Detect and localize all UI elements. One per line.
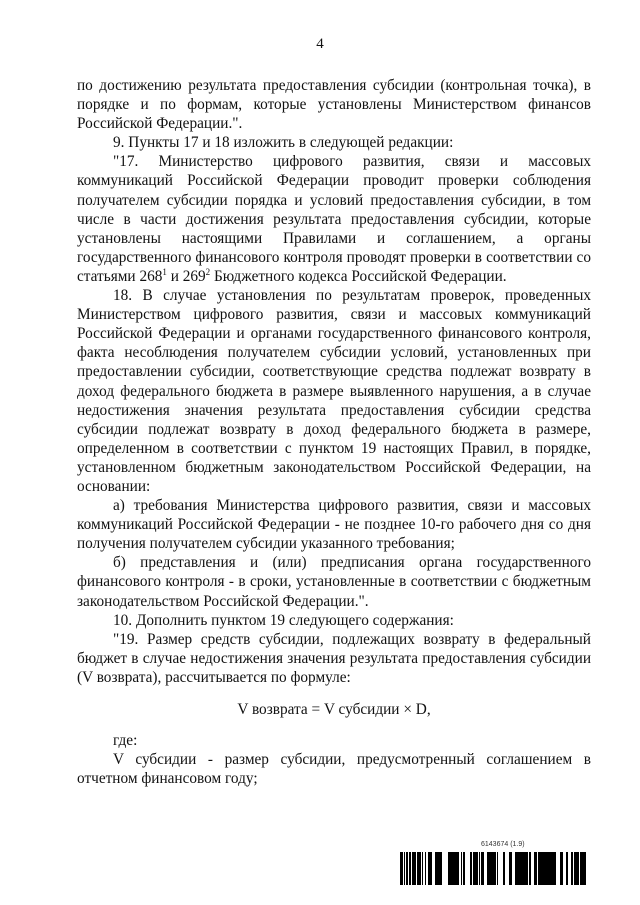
paragraph: где: (113, 732, 138, 750)
barcode-bar (543, 852, 545, 885)
barcode-bar (497, 852, 498, 885)
barcode-bar (493, 852, 494, 885)
barcode-bar (470, 852, 471, 885)
barcode-bar (409, 852, 410, 885)
barcode-bar (548, 852, 549, 885)
barcode-bar (562, 852, 563, 885)
barcode-bar (571, 852, 573, 885)
barcode-bar (549, 852, 552, 885)
barcode-bar (530, 852, 531, 885)
barcode-bar (540, 852, 541, 885)
barcode (400, 841, 588, 887)
barcode-bar (578, 852, 579, 885)
barcode-bar (560, 852, 562, 885)
barcode-bar (458, 852, 459, 885)
barcode-bar (437, 852, 439, 885)
barcode-number: 6143674 (1.9) (481, 841, 525, 848)
barcode-bar (456, 852, 458, 885)
barcode-bar (402, 852, 403, 885)
barcode-bar (440, 852, 442, 885)
paragraph-text: "17. Министерство цифрового развития, связи и массовых коммуникаций Российской Федерации проводит проверки соблюдения получателем субсидии порядка и условий предоставления субсидии, в том числе в части достижения результата предоставления субсидии, которые установлены настоящими Правилами и соглашением, а органы государственного финансового контроля проводят проверки в соответствии со статьями 268 (77, 153, 591, 285)
barcode-bar (487, 852, 490, 885)
barcode-bar (430, 852, 431, 885)
barcode-bar (539, 852, 540, 885)
barcode-bar (439, 852, 440, 885)
barcode-bar (522, 852, 525, 885)
barcode-bar (525, 852, 527, 885)
barcode-bar (461, 852, 462, 885)
barcode-bar (406, 852, 408, 885)
barcode-bar (475, 852, 476, 885)
barcode-bar (452, 852, 453, 885)
paragraph: 10. Дополнить пунктом 19 следующего содержания: (113, 611, 454, 629)
barcode-bar (503, 852, 505, 885)
barcode-bar (477, 852, 478, 885)
barcode-bar (404, 852, 405, 885)
paragraph-text: и 269 (166, 267, 206, 285)
barcode-bar (417, 852, 418, 885)
barcode-bar (490, 852, 491, 885)
barcode-bar (577, 852, 578, 885)
barcode-bar (412, 852, 414, 885)
barcode-bar (515, 852, 518, 885)
paragraph: по достижению результата предоставления субсидии (контрольная точка), в порядке и по формам, которые установлены Министерством финансов Российской Федерации.". (77, 77, 591, 133)
barcode-bar (567, 852, 568, 885)
barcode-bar (451, 852, 452, 885)
barcode-bar (554, 852, 556, 885)
barcode-bar (453, 852, 456, 885)
paragraph-item-a: а) требования Министерства цифрового развития, связи и массовых коммуникаций Российской Федерации - не позднее 10-го рабочего дня со дня получения получателем субсидии указанного требования; (77, 497, 591, 553)
barcode-bar (534, 852, 535, 885)
barcode-bar (495, 852, 496, 885)
barcode-bar (552, 852, 553, 885)
barcode-bar (400, 852, 401, 885)
barcode-bar (583, 852, 585, 885)
barcode-image (400, 852, 588, 885)
barcode-bar (463, 852, 465, 885)
barcode-bar (541, 852, 542, 885)
barcode-bar (509, 852, 512, 885)
barcode-bar (420, 852, 421, 885)
paragraph-18: 18. В случае установления по результатам проверок, проведенных Министерством цифрового развития, связи и массовых коммуникаций Российской Федерации и органами государственного финансового контроля, факта несоблюдения получателем субсидии условий, установленных при предоставлении субсидии, соответствующие средства подлежат возврату в доход федерального бюджета в размере выявленного нарушения, а в случае недостижения значения результата предоставления субсидии средства субсидии подлежат возврату в доход федерального бюджета в размере, определенном в соответствии с пунктом 19 настоящих Правил, в порядке, установленном бюджетным законодательством Российской Федерации, на основании: (77, 287, 591, 495)
barcode-bar (494, 852, 495, 885)
barcode-bar (435, 852, 436, 885)
barcode-bar (527, 852, 528, 885)
paragraph: 9. Пункты 17 и 18 изложить в следующей редакции: (113, 134, 454, 152)
paragraph-item-b: б) представления и (или) предписания органа государственного финансового контроля - в сроки, установленные в соответствии с бюджетным законодательством Российской Федерации.". (77, 554, 591, 610)
paragraph: V субсидии - размер субсидии, предусмотренный соглашением в отчетном финансовом году; (77, 751, 591, 788)
barcode-bar (428, 852, 430, 885)
barcode-bar (518, 852, 521, 885)
barcode-bar (422, 852, 423, 885)
barcode-bar (566, 852, 567, 885)
barcode-bar (553, 852, 554, 885)
barcode-bar (529, 852, 530, 885)
barcode-bar (482, 852, 483, 885)
barcode-bar (448, 852, 451, 885)
page-number: 4 (316, 36, 324, 52)
barcode-bar (471, 852, 472, 885)
barcode-bar (473, 852, 475, 885)
barcode-bar (547, 852, 548, 885)
barcode-bar (491, 852, 493, 885)
barcode-bar (521, 852, 522, 885)
barcode-bar (418, 852, 420, 885)
barcode-bar (431, 852, 432, 885)
barcode-bar (479, 852, 480, 885)
barcode-bar (538, 852, 539, 885)
barcode-bar (436, 852, 437, 885)
barcode-bar (542, 852, 543, 885)
barcode-bar (535, 852, 537, 885)
barcode-bar (585, 852, 586, 885)
barcode-bar (574, 852, 577, 885)
document-body (77, 76, 591, 788)
barcode-bar (425, 852, 426, 885)
formula: V возврата = V субсидии × D, (237, 701, 431, 718)
paragraph-17 (77, 152, 591, 286)
barcode-bar (545, 852, 547, 885)
barcode-bar (476, 852, 477, 885)
barcode-bar (481, 852, 482, 885)
superscript: 2 (205, 266, 211, 277)
paragraph-text: Бюджетного кодекса Российской Федерации. (210, 267, 507, 285)
barcode-bar (483, 852, 484, 885)
barcode-bar (401, 852, 402, 885)
barcode-bar (580, 852, 583, 885)
paragraph-19: "19. Размер средств субсидии, подлежащих возврату в федеральный бюджет в случае недостижения значения результата предоставления субсидии (V возврата), рассчитывается по формуле: (77, 630, 591, 686)
barcode-bar (414, 852, 416, 885)
superscript: 1 (162, 266, 167, 277)
barcode-bar (410, 852, 411, 885)
